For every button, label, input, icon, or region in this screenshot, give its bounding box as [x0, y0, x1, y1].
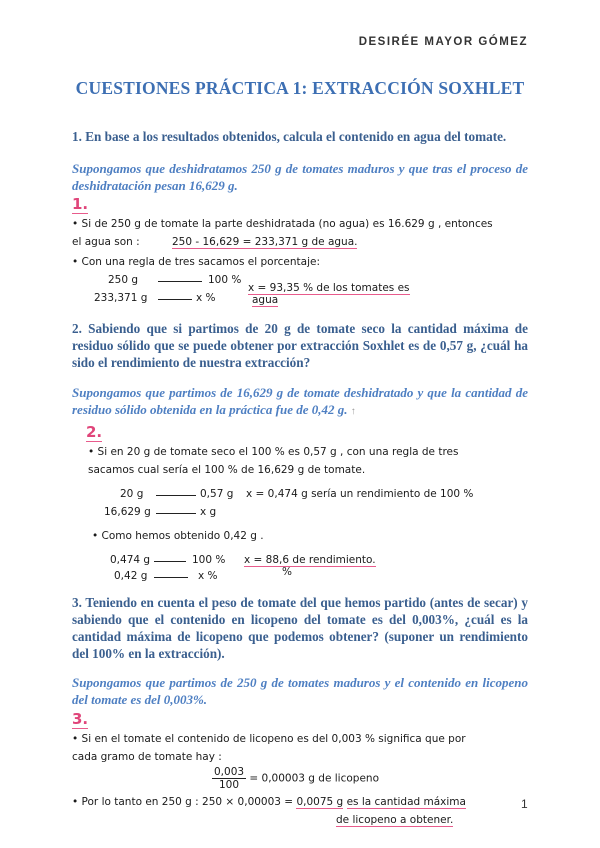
answer-number-3: 3.	[72, 710, 89, 728]
assumption-2-mark: ↑	[350, 406, 356, 417]
rule-2-d2: x %	[198, 570, 218, 582]
answer-3-line-3a: • Por lo tanto en 250 g : 250 × 0,00003 =	[72, 796, 294, 808]
answer-2-line-3: • Como hemos obtenido 0,42 g .	[92, 530, 264, 542]
page-number: 1	[521, 797, 528, 811]
rule-2-b2: x g	[200, 506, 217, 518]
rule-2-a1: 20 g	[120, 488, 144, 500]
fraction-result: = 0,00003 g de licopeno	[249, 772, 380, 785]
assumption-1: Supongamos que deshidratamos 250 g de tomates maduros y que tras el proceso de deshidratación pesan 16,629 g.	[72, 161, 528, 193]
answer-3-line-3c: es la cantidad máxima	[346, 796, 466, 808]
question-2: 2. Sabiendo que si partimos de 20 g de tomate seco la cantidad máxima de residuo sólido que se puede obtener por extracción Soxhlet es de 0,57 g, ¿cuál ha sido el rendimiento de nuestra extracción?	[72, 321, 528, 370]
fraction	[212, 766, 246, 791]
assumption-3: Supongamos que partimos de 250 g de tomates maduros y el contenido en licopeno del tomate es del 0,003%.	[72, 675, 528, 707]
rule-2-c1: 0,474 g	[110, 554, 151, 566]
result-1-line-1: x = 93,35 % de los tomates es	[248, 282, 410, 294]
fraction-denominator: 100	[219, 779, 240, 791]
result-1-line-2: agua	[252, 294, 279, 306]
fraction-expression	[212, 766, 379, 791]
answer-3-line-1: • Si en el tomate el contenido de licopeno es del 0,003 % significa que por	[72, 733, 466, 745]
answer-1-line-1: • Si de 250 g de tomate la parte deshidratada (no agua) es 16.629 g , entonces	[72, 218, 493, 230]
answer-1-line-2a: el agua son :	[72, 236, 140, 248]
answer-2-line-1: • Si en 20 g de tomate seco el 100 % es 0,57 g , con una regla de tres	[88, 446, 459, 458]
answer-number-2: 2.	[86, 423, 103, 441]
assumption-2	[72, 384, 528, 420]
rule-1-arrow-2	[158, 299, 192, 300]
rule-1-arrow-1	[158, 281, 202, 282]
answer-2-line-2: sacamos cual sería el 100 % de 16,629 g de tomate.	[88, 464, 366, 476]
answer-1-line-2b: 250 - 16,629 = 233,371 g de agua.	[172, 236, 358, 248]
rule-2-c2: 0,42 g	[114, 570, 148, 582]
assumption-2-text: Supongamos que partimos de 16,629 g de tomate deshidratado y que la cantidad de residuo sólido obtenida en la práctica fue de 0,42 g.	[72, 385, 528, 417]
rule-2-arrow-1	[156, 495, 196, 496]
answer-1-line-3: • Con una regla de tres sacamos el porcentaje:	[72, 256, 321, 268]
rule-1-a2: 233,371 g	[94, 292, 148, 304]
result-2b-percent: %	[282, 566, 292, 578]
author-name: DESIRÉE MAYOR GÓMEZ	[358, 36, 528, 48]
answer-3-line-3	[72, 796, 466, 808]
answer-3-line-3b: 0,0075 g	[296, 796, 344, 808]
answer-number-1: 1.	[72, 195, 89, 213]
rule-2-b1: 0,57 g	[200, 488, 234, 500]
result-2b: x = 88,6 de rendimiento.	[244, 554, 376, 566]
result-2a: x = 0,474 g sería un rendimiento de 100 %	[246, 488, 474, 500]
page-title: CUESTIONES PRÁCTICA 1: EXTRACCIÓN SOXHLET	[75, 78, 525, 98]
rule-2-d1: 100 %	[192, 554, 226, 566]
question-1: 1. En base a los resultados obtenidos, calcula el contenido en agua del tomate.	[72, 129, 507, 144]
rule-1-b1: 100 %	[208, 274, 242, 286]
rule-1-b2: x %	[196, 292, 216, 304]
answer-3-line-4: de licopeno a obtener.	[336, 814, 454, 826]
rule-1-a1: 250 g	[108, 274, 139, 286]
question-3: 3. Teniendo en cuenta el peso de tomate del que hemos partido (antes de secar) y sabiendo que el contenido en licopeno del tomate es del 0,003%, ¿cuál es la cantidad máxima de licopeno que podemos obtener? (suponer un rendimiento del 100% en la extracción).	[72, 595, 528, 661]
fraction-numerator: 0,003	[214, 766, 245, 778]
rule-2-arrow-3	[154, 561, 186, 562]
rule-2-arrow-4	[154, 577, 188, 578]
rule-2-arrow-2	[156, 513, 196, 514]
rule-2-a2: 16,629 g	[104, 506, 151, 518]
answer-3-line-2: cada gramo de tomate hay :	[72, 751, 222, 763]
